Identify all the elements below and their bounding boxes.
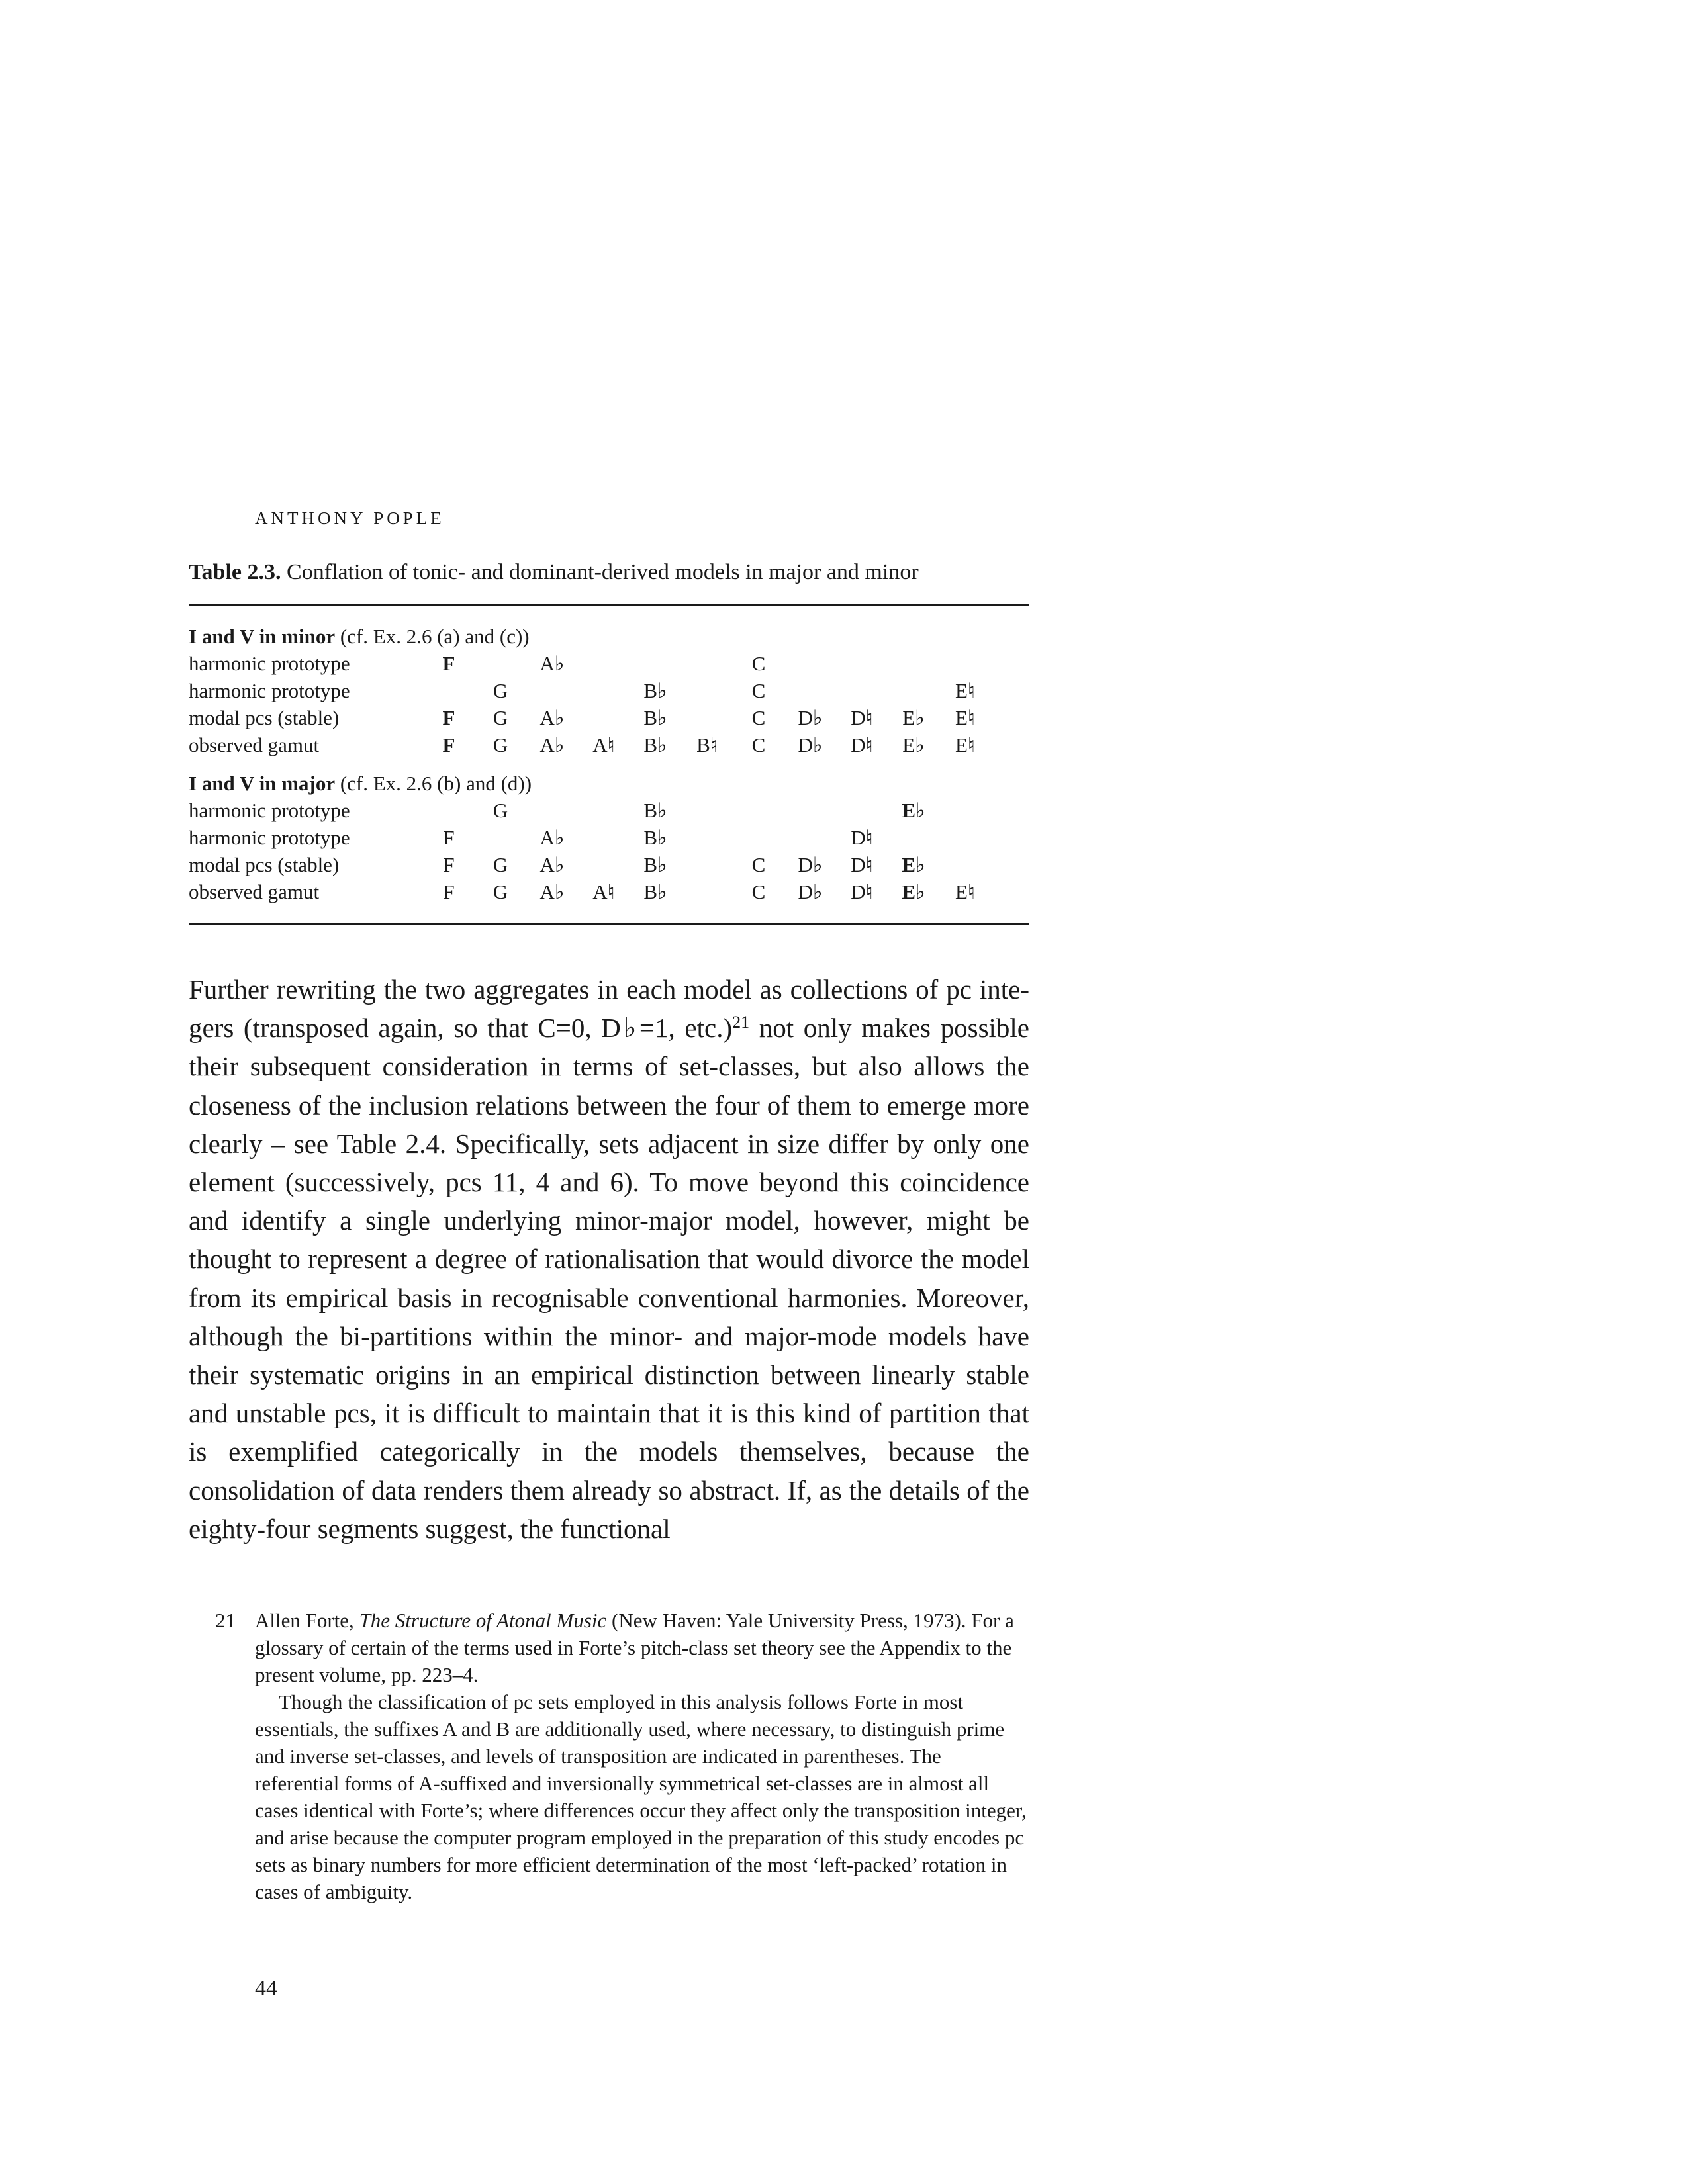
- footnote-text: Allen Forte,: [255, 1609, 359, 1632]
- table-cell: D♭: [798, 853, 823, 876]
- table-cell: D♮: [851, 880, 873, 903]
- table-cell: E♮: [955, 733, 976, 756]
- running-head: ANTHONY POPLE: [255, 508, 445, 528]
- footnote-number: 21: [215, 1609, 236, 1632]
- row-label: harmonic prototype: [189, 652, 350, 675]
- footnote-paragraph-1: [255, 1607, 1029, 1688]
- table-cell: A♭: [539, 880, 565, 903]
- table-caption: [189, 560, 919, 585]
- footnote-paragraph-2: Though the classification of pc sets employed in this analysis follows Forte in most essentials, the suffixes A and B are additionally used, where necessary, to distinguish prime and inverse set-classes, and levels of transposition are indicated in parentheses. The referential forms of A-suffixed and inversionally symmetrical set-classes are in almost all cases identical with Forte’s; where differences occur they affect only the transposition integer, and arise because the computer program employed in the preparation of this study encodes pc sets as binary numbers for more efficient determination of the most ‘left-packed’ rotation in cases of ambiguity.: [255, 1690, 1027, 1903]
- footnote: [215, 1607, 1029, 1905]
- table-cell: C: [751, 880, 766, 903]
- table-cell: E♭: [902, 706, 925, 729]
- table-cell: E♭: [902, 880, 925, 903]
- row-label: harmonic prototype: [189, 679, 350, 702]
- row-label: observed gamut: [189, 733, 320, 756]
- table-group-heading-minor: [189, 625, 530, 653]
- table-cell: B♮: [696, 733, 718, 756]
- table-cell: B♭: [643, 826, 667, 849]
- table-group-heading-major: [189, 772, 532, 799]
- table-cell: F: [443, 880, 455, 903]
- footnote-reference: 21: [732, 1013, 750, 1032]
- table-cell: B♭: [643, 799, 667, 822]
- table-cell: G: [492, 706, 508, 729]
- table-label: Table 2.3.: [189, 560, 281, 584]
- table-cell: A♭: [539, 733, 565, 756]
- table-cell: G: [492, 679, 508, 702]
- table-cell: C: [751, 853, 766, 876]
- table-cell: D♮: [851, 826, 873, 849]
- table-cell: E♮: [955, 679, 976, 702]
- footnote-book-title: The Structure of Atonal Music: [359, 1609, 607, 1632]
- row-label: modal pcs (stable): [189, 853, 340, 876]
- table-cell: E♭: [902, 799, 925, 822]
- body-paragraph: [189, 970, 1029, 1548]
- table-cell: B♭: [643, 853, 667, 876]
- table-cell: E♮: [955, 880, 976, 903]
- table-cell: G: [492, 799, 508, 822]
- table-caption-text: Conflation of tonic- and dominant-derived models in major and minor: [287, 560, 919, 584]
- table-cell: C: [751, 706, 766, 729]
- table-cell: E♮: [955, 706, 976, 729]
- table-cell: F: [443, 853, 455, 876]
- row-label: harmonic prototype: [189, 826, 350, 849]
- group-heading-bold: I and V in major: [189, 772, 336, 795]
- table-cell: A♭: [539, 652, 565, 675]
- table-cell: A♮: [592, 733, 615, 756]
- row-label: observed gamut: [189, 880, 320, 903]
- row-label: harmonic prototype: [189, 799, 350, 822]
- table-cell: G: [492, 733, 508, 756]
- table-cell: F: [442, 706, 455, 729]
- table-cell: D♮: [851, 853, 873, 876]
- table-cell: A♭: [539, 853, 565, 876]
- table-cell: D♮: [851, 706, 873, 729]
- body-text-part-a: Further rewriting the two aggregates in each model as collections of pc integers (transposed again, so that C=0, D♭=1, etc.): [189, 974, 1029, 1044]
- table-cell: B♭: [643, 679, 667, 702]
- table-top-rule: [189, 604, 1029, 606]
- footnote-text: (New Haven: Yale University Press, 1973). For a glossary of certain of the terms used in Forte’s pitch-class set theory see the Appendix to the present volume, pp. 223–4.: [255, 1609, 1014, 1686]
- table-cell: B♭: [643, 733, 667, 756]
- table-cell: B♭: [643, 706, 667, 729]
- group-heading-rest: (cf. Ex. 2.6 (a) and (c)): [335, 625, 530, 648]
- body-text-part-b: not only makes possible their subsequent consideration in terms of set-classes, but also allows the closeness of the inclusion relations between the four of them to emerge more clearly – see Table 2.4. Specifically, sets adjacent in size differ by only one element (successively, pcs 11, 4 and 6). To move beyond this coincidence and identify a single underlying minor-major model, however, might be thought to represent a degree of rationalisation that would divorce the model from its empirical basis in recognisable conventional harmonies. Moreover, although the bi-partitions within the minor- and major-mode models have their systematic origins in an empirical distinction between linearly stable and unstable pcs, it is difficult to maintain that it is this kind of partition that is exemplified categorically in the models themselves, because the consolidation of data renders them already so abstract. If, as the details of the eighty-four segments suggest, the functional: [189, 1013, 1030, 1544]
- page-number: 44: [255, 1976, 277, 2001]
- table-cell: C: [751, 652, 766, 675]
- table-cell: B♭: [643, 880, 667, 903]
- table-cell: D♮: [851, 733, 873, 756]
- table-bottom-rule: [189, 923, 1029, 925]
- table-cell: A♭: [539, 826, 565, 849]
- table-cell: D♭: [798, 880, 823, 903]
- group-heading-rest: (cf. Ex. 2.6 (b) and (d)): [335, 772, 532, 795]
- table-cell: F: [442, 652, 455, 675]
- table-cell: F: [442, 733, 455, 756]
- table-cell: D♭: [798, 706, 823, 729]
- table-cell: E♭: [902, 853, 925, 876]
- table-cell: D♭: [798, 733, 823, 756]
- group-heading-bold: I and V in minor: [189, 625, 336, 648]
- table-cell: E♭: [902, 733, 925, 756]
- table-cell: A♮: [592, 880, 615, 903]
- table-cell: A♭: [539, 706, 565, 729]
- table-cell: C: [751, 733, 766, 756]
- table-cell: G: [492, 880, 508, 903]
- table-cell: F: [443, 826, 455, 849]
- row-label: modal pcs (stable): [189, 706, 340, 729]
- table-cell: G: [492, 853, 508, 876]
- table-cell: C: [751, 679, 766, 702]
